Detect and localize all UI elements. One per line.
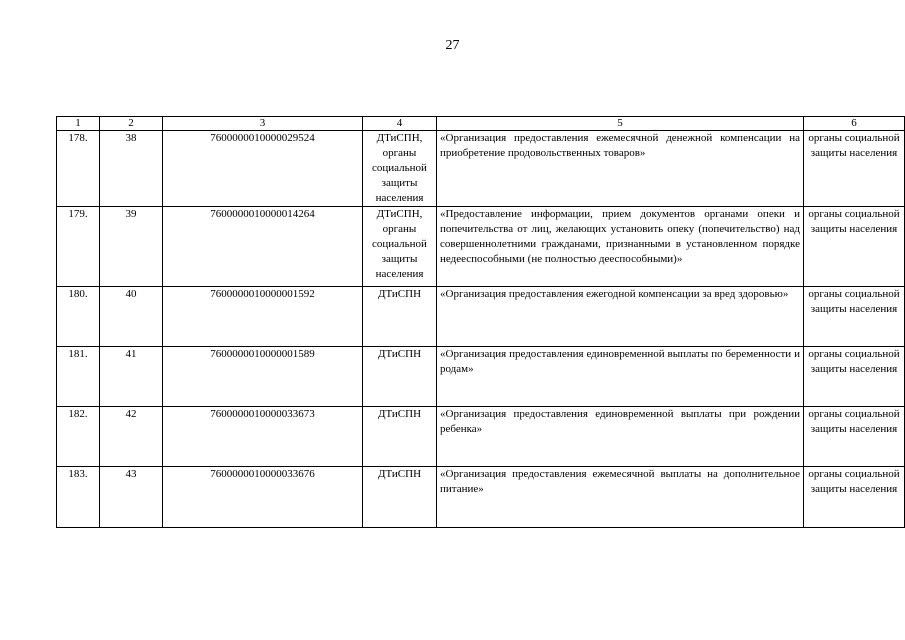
responsible-organization: ДТиСПН, органы социальной защиты населения bbox=[363, 207, 437, 287]
row-sub-number: 38 bbox=[100, 131, 163, 207]
header-cell-2: 2 bbox=[100, 117, 163, 131]
row-number: 179. bbox=[57, 207, 100, 287]
header-cell-6: 6 bbox=[804, 117, 905, 131]
row-number: 181. bbox=[57, 347, 100, 407]
executor: органы социальной защиты населения bbox=[804, 287, 905, 347]
service-code: 7600000010000001592 bbox=[163, 287, 363, 347]
responsible-organization: ДТиСПН bbox=[363, 467, 437, 528]
page-number: 27 bbox=[445, 38, 460, 53]
row-number: 182. bbox=[57, 407, 100, 467]
executor: органы социальной защиты населения bbox=[804, 347, 905, 407]
table-row bbox=[57, 287, 905, 347]
row-number: 183. bbox=[57, 467, 100, 528]
row-sub-number: 41 bbox=[100, 347, 163, 407]
responsible-organization: ДТиСПН bbox=[363, 347, 437, 407]
table-row bbox=[57, 467, 905, 528]
executor: органы социальной защиты населения bbox=[804, 407, 905, 467]
service-name: «Организация предоставления ежемесячной выплаты на дополнительное питание» bbox=[437, 467, 804, 528]
header-cell-5: 5 bbox=[437, 117, 804, 131]
service-code: 7600000010000001589 bbox=[163, 347, 363, 407]
row-sub-number: 40 bbox=[100, 287, 163, 347]
row-sub-number: 39 bbox=[100, 207, 163, 287]
responsible-organization: ДТиСПН bbox=[363, 407, 437, 467]
executor: органы социальной защиты населения bbox=[804, 467, 905, 528]
service-name: «Организация предоставления ежемесячной денежной компенсации на приобретение продовольственных товаров» bbox=[437, 131, 804, 207]
executor: органы социальной защиты населения bbox=[804, 207, 905, 287]
table-row bbox=[57, 347, 905, 407]
responsible-organization: ДТиСПН, органы социальной защиты населения bbox=[363, 131, 437, 207]
row-sub-number: 42 bbox=[100, 407, 163, 467]
row-number: 180. bbox=[57, 287, 100, 347]
header-cell-3: 3 bbox=[163, 117, 363, 131]
service-name: «Организация предоставления единовременной выплаты при рождении ребенка» bbox=[437, 407, 804, 467]
header-row bbox=[57, 117, 905, 131]
table-row bbox=[57, 407, 905, 467]
service-code: 7600000010000033676 bbox=[163, 467, 363, 528]
service-code: 7600000010000033673 bbox=[163, 407, 363, 467]
responsible-organization: ДТиСПН bbox=[363, 287, 437, 347]
service-code: 7600000010000029524 bbox=[163, 131, 363, 207]
service-name: «Предоставление информации, прием документов органами опеки и попечительства от лиц, желающих установить опеку (попечительство) над совершеннолетними гражданами, признанными в установленном порядке недееспособными (не полностью дееспособными)» bbox=[437, 207, 804, 287]
service-name: «Организация предоставления ежегодной компенсации за вред здоровью» bbox=[437, 287, 804, 347]
header-cell-1: 1 bbox=[57, 117, 100, 131]
header-cell-4: 4 bbox=[363, 117, 437, 131]
services-table bbox=[56, 116, 905, 528]
executor: органы социальной защиты населения bbox=[804, 131, 905, 207]
service-name: «Организация предоставления единовременной выплаты по беременности и родам» bbox=[437, 347, 804, 407]
table-row bbox=[57, 131, 905, 207]
row-sub-number: 43 bbox=[100, 467, 163, 528]
row-number: 178. bbox=[57, 131, 100, 207]
service-code: 7600000010000014264 bbox=[163, 207, 363, 287]
table-row bbox=[57, 207, 905, 287]
